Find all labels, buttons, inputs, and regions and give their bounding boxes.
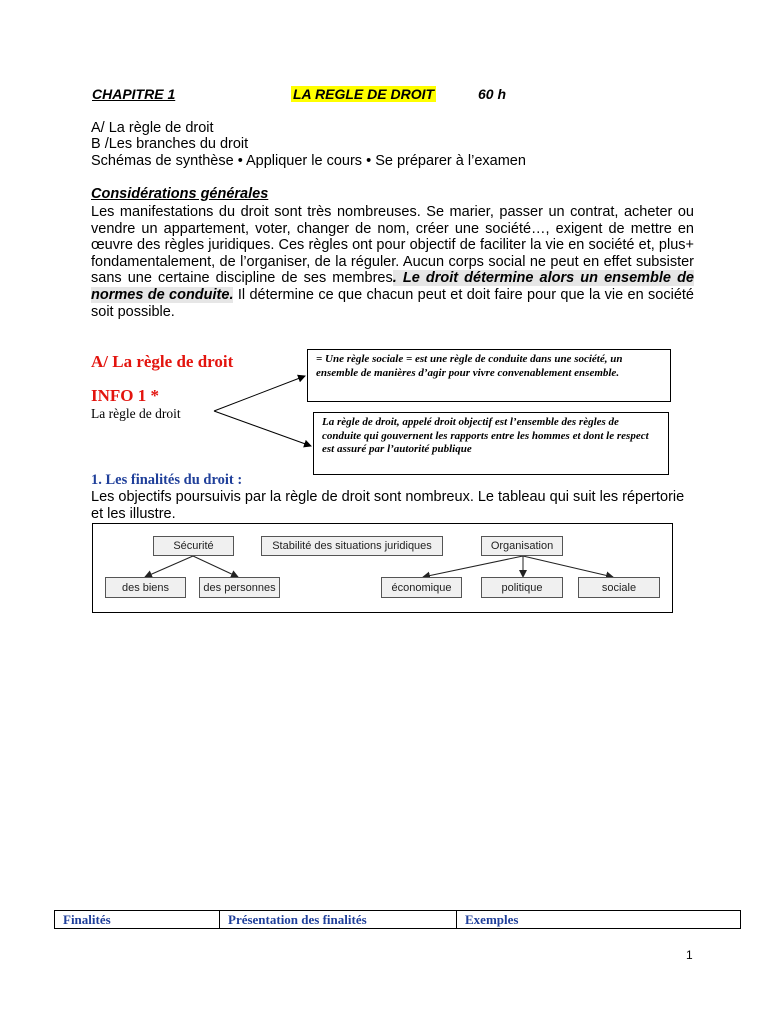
page-number: 1 <box>686 948 693 962</box>
node-politique: politique <box>481 577 563 598</box>
chapter-title: LA REGLE DE DROIT <box>293 86 435 102</box>
rule-of-law-definition-box: La règle de droit, appelé droit objectif est l’ensemble des règles de conduite qui gouvernent les rapports entre les hommes et dont le respect est assuré par l’autorité publique <box>313 412 669 475</box>
node-economique: économique <box>381 577 462 598</box>
finalites-title: 1. Les finalités du droit : <box>91 472 243 488</box>
considerations-text-end: Il détermine ce que chacun peut et doit faire pour que la vie en société soit possible. <box>91 286 694 320</box>
chapter-hours: 60 h <box>478 86 507 102</box>
table-header-presentation: Présentation des finalités <box>220 911 457 928</box>
node-stabilite: Stabilité des situations juridiques <box>261 536 443 556</box>
toc-item-a: A/ La règle de droit <box>91 120 214 136</box>
finalites-paragraph: Les objectifs poursuivis par la règle de droit sont nombreux. Le tableau qui suit les répertorie et les illustre. <box>91 489 685 522</box>
finalites-table-header <box>54 910 741 929</box>
node-securite: Sécurité <box>153 536 234 556</box>
node-biens: des biens <box>105 577 186 598</box>
node-personnes: des personnes <box>199 577 280 598</box>
table-header-finalites: Finalités <box>55 911 220 928</box>
toc-item-summary: Schémas de synthèse • Appliquer le cours • Se préparer à l’examen <box>91 153 526 169</box>
considerations-text-start: Les manifestations du droit sont très nombreuses. Se marier, passer un contrat, acheter ou vendre un appartement, voter, changer de nom, créer une société…, exigent de mettre en œuvre des règles juridiques. Ces règles ont pour objectif de faciliter la vie en société et, plus+ fondamentalement, de l’organiser, de la réguler. Aucun corps social ne peut en effet subsister sans une certaine discipline de ses membres <box>91 204 694 287</box>
node-organisation: Organisation <box>481 536 563 556</box>
toc-item-b: B /Les branches du droit <box>91 136 249 152</box>
info-subtitle: La règle de droit <box>91 406 181 421</box>
chapter-label: CHAPITRE 1 <box>92 86 176 102</box>
finalites-diagram <box>92 523 673 613</box>
social-rule-definition-box: = Une règle sociale = est une règle de conduite dans une société, un ensemble de manières d’agir pour vivre convenablement ensemble. <box>307 349 671 402</box>
node-sociale: sociale <box>578 577 660 598</box>
considerations-highlight: . Le droit détermine alors un ensemble de normes de conduite. <box>91 270 694 303</box>
info-label: INFO 1 * <box>91 386 159 405</box>
considerations-title: Considérations générales <box>91 186 269 202</box>
section-a-title: A/ La règle de droit <box>91 352 234 371</box>
table-header-exemples: Exemples <box>465 912 519 927</box>
